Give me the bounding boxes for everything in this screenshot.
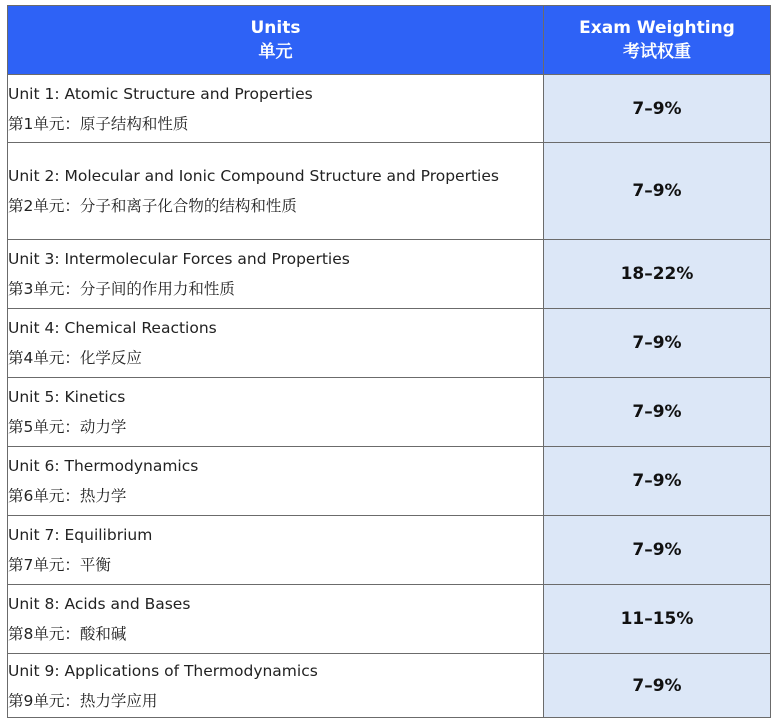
unit-cell: [8, 378, 544, 447]
table-row: [8, 309, 771, 378]
table-header-row: [8, 6, 771, 75]
units-weighting-table: [7, 5, 771, 718]
table-row: [8, 516, 771, 585]
table-row: [8, 240, 771, 309]
units-header-zh: 单元: [258, 42, 293, 62]
weighting-cell: 7–9%: [544, 654, 771, 718]
table-row: [8, 378, 771, 447]
unit-cell: [8, 654, 544, 718]
weighting-header-zh: 考试权重: [623, 42, 691, 62]
unit-title-zh: 第7单元：平衡: [8, 556, 111, 574]
unit-title-en: Unit 3: Intermolecular Forces and Properties: [8, 250, 350, 268]
weighting-cell: 7–9%: [544, 447, 771, 516]
unit-title-en: Unit 9: Applications of Thermodynamics: [8, 661, 318, 680]
weighting-cell: 7–9%: [544, 378, 771, 447]
unit-cell: [8, 143, 544, 240]
weighting-cell: 7–9%: [544, 75, 771, 143]
unit-title-en: Unit 8: Acids and Bases: [8, 595, 191, 613]
exam-weighting-column-header: [544, 6, 771, 75]
unit-title-en: Unit 5: Kinetics: [8, 388, 126, 406]
unit-title-en: Unit 2: Molecular and Ionic Compound Structure and Properties: [8, 167, 499, 185]
unit-title-zh: 第4单元：化学反应: [8, 349, 142, 367]
weighting-cell: 7–9%: [544, 516, 771, 585]
table-row: [8, 654, 771, 718]
unit-cell: [8, 447, 544, 516]
unit-title-zh: 第6单元：热力学: [8, 487, 127, 505]
unit-title-zh: 第1单元：原子结构和性质: [8, 114, 189, 133]
unit-cell: [8, 516, 544, 585]
table-row: [8, 75, 771, 143]
unit-title-zh: 第2单元：分子和离子化合物的结构和性质: [8, 197, 297, 215]
table-row: [8, 447, 771, 516]
unit-title-en: Unit 1: Atomic Structure and Properties: [8, 84, 313, 103]
units-header-en: Units: [250, 18, 301, 38]
unit-title-zh: 第9单元：热力学应用: [8, 691, 158, 710]
weighting-cell: 7–9%: [544, 309, 771, 378]
unit-cell: [8, 75, 544, 143]
unit-cell: [8, 240, 544, 309]
units-column-header: [8, 6, 544, 75]
unit-title-zh: 第5单元：动力学: [8, 418, 127, 436]
units-table-container: [7, 5, 770, 718]
unit-cell: [8, 585, 544, 654]
table-row: [8, 585, 771, 654]
unit-title-en: Unit 6: Thermodynamics: [8, 457, 199, 475]
unit-title-en: Unit 4: Chemical Reactions: [8, 319, 217, 337]
weighting-cell: 7–9%: [544, 143, 771, 240]
weighting-cell: 18–22%: [544, 240, 771, 309]
weighting-cell: 11–15%: [544, 585, 771, 654]
table-row: [8, 143, 771, 240]
unit-title-en: Unit 7: Equilibrium: [8, 526, 153, 544]
unit-title-zh: 第8单元：酸和碱: [8, 625, 127, 643]
unit-title-zh: 第3单元：分子间的作用力和性质: [8, 280, 235, 298]
unit-cell: [8, 309, 544, 378]
weighting-header-en: Exam Weighting: [579, 18, 735, 38]
